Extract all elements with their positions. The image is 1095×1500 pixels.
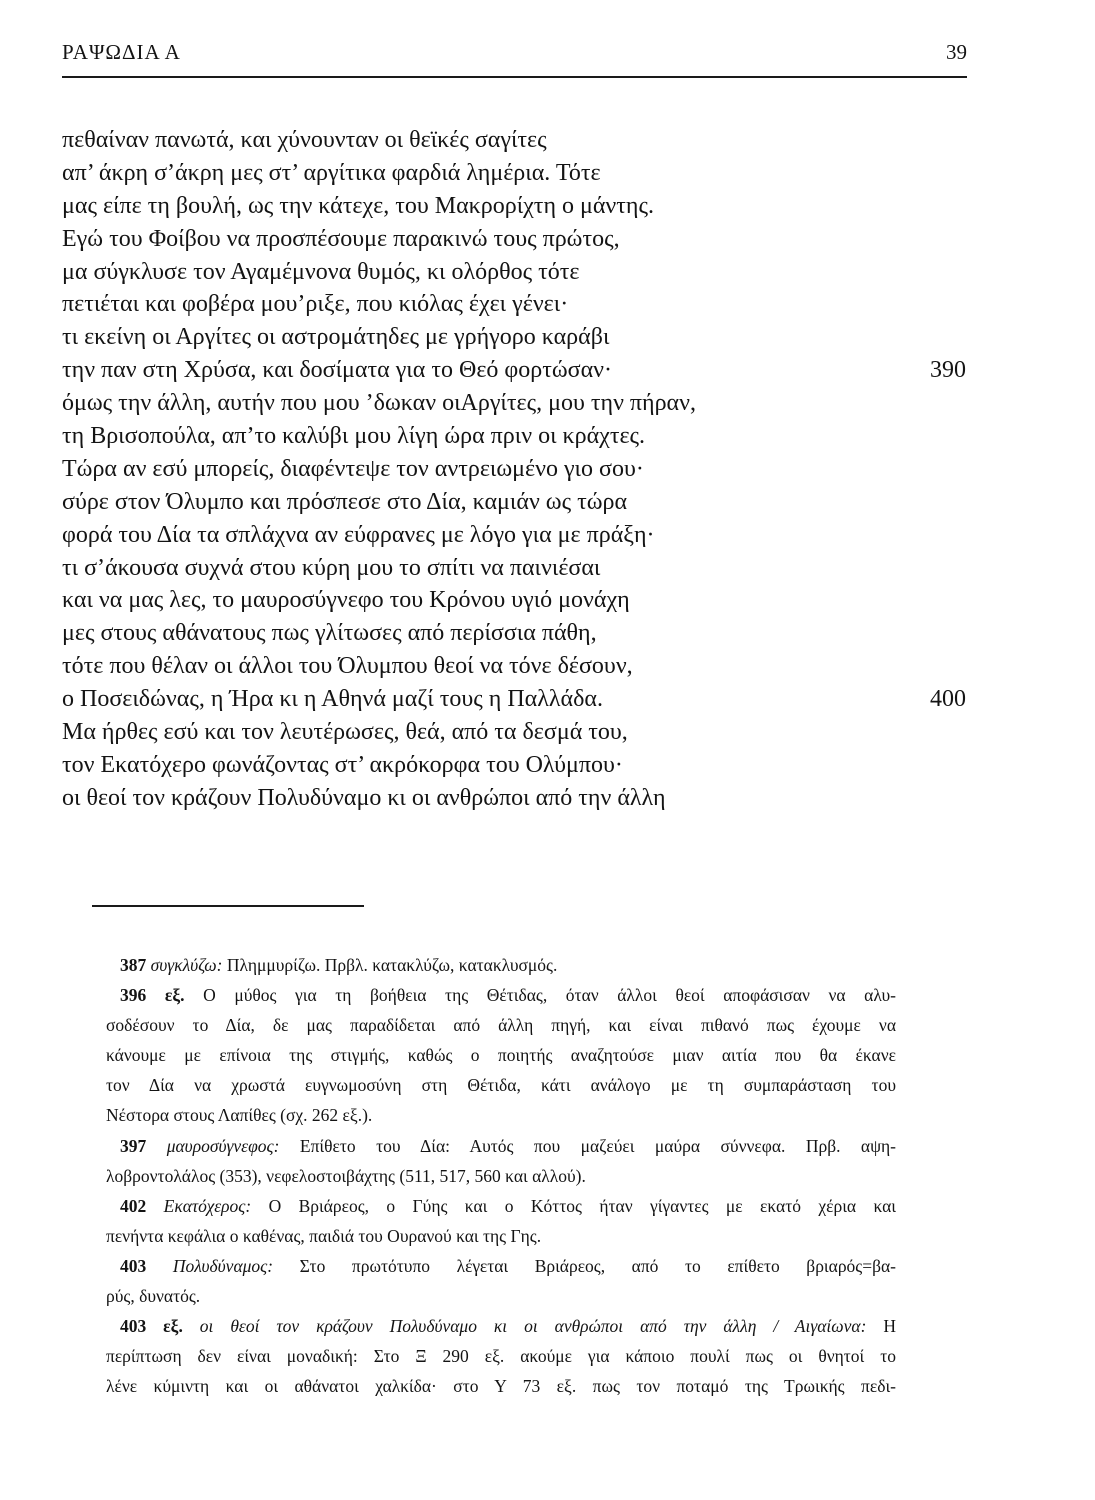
verse-text: οι θεοί τον κράζουν Πολυδύναμο κι οι ανθρώποι από την άλλη — [62, 784, 666, 811]
footnote-line — [106, 1311, 896, 1341]
verse-line — [62, 256, 972, 289]
footnote-line — [106, 1010, 896, 1040]
footnote-line — [106, 1131, 896, 1161]
footnote-text: περίπτωση δεν είναι μοναδική: Στο Ξ 290 εξ. ακούμε για κάποιο πουλί πως οι θνητοί το — [106, 1346, 896, 1367]
verse-text: τι σ’άκουσα συχνά στου κύρη μου το σπίτι να παινιέσαι — [62, 554, 601, 581]
verse-line — [62, 650, 972, 683]
footnote-line — [106, 1100, 896, 1130]
footnote-line — [106, 1221, 896, 1251]
footnote-text: λοβροντολάλος (353), νεφελοστοιβάχτης (511, 517, 560 και αλλού). — [106, 1165, 586, 1186]
footnote-term: Εκατόχερος: — [163, 1195, 252, 1216]
verse-line — [62, 683, 972, 716]
verse-text: απ’ άκρη σ’άκρη μες στ’ αργίτικα φαρδιά λημέρια. Τότε — [62, 159, 601, 186]
footnote-ref: 397 — [120, 1135, 147, 1156]
footnote-line — [106, 1070, 896, 1100]
verse-line — [62, 617, 972, 650]
footnote-text: Επίθετο του Δία: Αυτός που μαζεύει μαύρα σύννεφα. Πρβ. αψη- — [299, 1135, 897, 1156]
verse-text: πετιέται και φοβέρα μου’ριξε, που κιόλας έχει γένει· — [62, 291, 569, 318]
verse-text: τότε που θέλαν οι άλλοι του Όλυμπου θεοί να τόνε δέσουν, — [62, 653, 633, 680]
footnote-text: Στο πρωτότυπο λέγεται Βριάρεος, από το επίθετο βριαρός=βα- — [299, 1255, 896, 1276]
verse-block — [62, 124, 972, 815]
verse-line — [62, 453, 972, 486]
verse-line — [62, 584, 972, 617]
verse-text: και να μας λες, το μαυροσύγνεφο του Κρόνου υγιό μονάχη — [62, 587, 630, 614]
verse-line — [62, 288, 972, 321]
footnote-line — [106, 1161, 896, 1191]
footnote-term: Πολυδύναμος: — [172, 1255, 274, 1276]
footnote-term: συγκλύζω: — [150, 955, 223, 975]
footnote-text: Πλημμυρίζω. Πρβλ. κατακλύζω, κατακλυσμός. — [226, 955, 558, 975]
verse-text: όμως την άλλη, αυτήν που μου ’δωκαν οιΑργίτες, μου την πήραν, — [62, 390, 696, 417]
verse-line — [62, 552, 972, 585]
footnote-ref: 402 — [120, 1195, 147, 1216]
verse-text: σύρε στον Όλυμπο και πρόσπεσε στο Δία, καμιάν ως τώρα — [62, 488, 628, 515]
verse-text: ο Ποσειδώνας, η Ήρα κι η Αθηνά μαζί τους η Παλλάδα. — [62, 686, 603, 713]
footnote-ref: 403 εξ. — [120, 1316, 183, 1337]
verse-line — [62, 716, 972, 749]
verse-line — [62, 420, 972, 453]
page-header — [62, 40, 967, 72]
verse-text: πεθαίναν πανωτά, και χύνουνταν οι θεϊκές σαγίτες — [62, 127, 547, 153]
verse-text: Μα ήρθες εσύ και τον λευτέρωσες, θεά, από τα δεσμά του, — [62, 719, 628, 746]
footnote-text: Η — [883, 1316, 897, 1337]
verse-line — [62, 223, 972, 256]
header-rule — [62, 76, 967, 78]
footnote-line — [106, 1341, 896, 1371]
footnote-line — [106, 1251, 896, 1281]
footnotes — [106, 950, 896, 1401]
footnote-term: οι θεοί τον κράζουν Πολυδύναμο κι οι ανθρώποι από την άλλη / Αιγαίωνα: — [199, 1316, 867, 1337]
verse-text: τι εκείνη οι Αργίτες οι αστρομάτηδες με γρήγορο καράβι — [62, 324, 610, 351]
footnote-text: ρύς, δυνατός. — [106, 1286, 201, 1307]
verse-line — [62, 354, 972, 387]
verse-text: φορά του Δία τα σπλάχνα αν εύφρανες με λόγο για με πράξη· — [62, 521, 655, 548]
verse-text: Τώρα αν εσύ μπορείς, διαφέντεψε τον αντρειωμένο γιο σου· — [62, 455, 644, 482]
verse-line — [62, 157, 972, 190]
footnote-term: μαυροσύγνεφος: — [166, 1135, 280, 1156]
footnote-line — [106, 980, 896, 1010]
verse-text: την παν στη Χρύσα, και δοσίματα για το Θεό φορτώσαν· — [62, 357, 613, 384]
footnote-text: τον Δία να χρωστά ευγνωμοσύνη στη Θέτιδα, κάτι ανάλογο με τη συμπαράσταση του — [106, 1075, 896, 1096]
footnote-line — [106, 1281, 896, 1311]
running-title: ΡΑΨΩΔΙΑ Α — [62, 40, 181, 64]
verse-line — [62, 124, 972, 157]
verse-line — [62, 190, 972, 223]
footnote-line — [106, 1191, 896, 1221]
verse-line — [62, 749, 972, 782]
verse-line — [62, 387, 972, 420]
verse-line — [62, 321, 972, 354]
footnote-ref: 387 — [120, 955, 147, 975]
verse-text: μες στους αθάνατους πως γλίτωσες από περίσσια πάθη, — [62, 620, 597, 647]
verse-line — [62, 486, 972, 519]
footnote-text: λένε κύμιντη και οι αθάνατοι χαλκίδα· στο Υ 73 εξ. πως τον ποταμό της Τρωικής πεδι- — [106, 1376, 896, 1397]
line-number: 400 — [930, 686, 966, 713]
footnote-rule — [92, 905, 364, 907]
footnote-ref: 403 — [120, 1255, 147, 1276]
footnote-line — [106, 1371, 896, 1401]
verse-text: τη Βρισοπούλα, απ’το καλύβι μου λίγη ώρα πριν οι κράχτες. — [62, 423, 646, 450]
footnote-text: σοδέσουν το Δία, δε μας παραδίδεται από άλλη πηγή, και είναι πιθανό πως έχουμε να — [106, 1015, 896, 1036]
footnote-text: Ο μύθος για τη βοήθεια της Θέτιδας, όταν άλλοι θεοί αποφάσισαν να αλυ- — [203, 985, 897, 1006]
verse-text: τον Εκατόχερο φωνάζοντας στ’ ακρόκορφα του Ολύμπου· — [62, 751, 623, 778]
verse-text: Εγώ του Φοίβου να προσπέσουμε παρακινώ τους πρώτος, — [62, 225, 620, 252]
footnote-text: Νέστορα στους Λαπίθες (σχ. 262 εξ.). — [106, 1105, 373, 1126]
footnote-text: Ο Βριάρεος, ο Γύης και ο Κόττος ήταν γίγαντες με εκατό χέρια και — [268, 1195, 897, 1216]
verse-line — [62, 782, 972, 815]
verse-text: μας είπε τη βουλή, ως την κάτεχε, του Μακρορίχτη ο μάντης. — [62, 192, 654, 219]
footnote-line — [106, 950, 896, 980]
verse-text: μα σύγκλυσε τον Αγαμέμνονα θυμός, κι ολόρθος τότε — [62, 258, 580, 285]
footnote-ref: 396 εξ. — [120, 985, 185, 1006]
footnote-line — [106, 1040, 896, 1070]
page-number: 39 — [946, 40, 967, 64]
verse-line — [62, 519, 972, 552]
footnote-text: πενήντα κεφάλια ο καθένας, παιδιά του Ουρανού και της Γης. — [106, 1225, 542, 1246]
footnote-text: κάνουμε με επίνοια της στιγμής, καθώς ο ποιητής αναζητούσε μιαν αιτία που θα έκανε — [106, 1045, 896, 1066]
line-number: 390 — [930, 357, 966, 384]
